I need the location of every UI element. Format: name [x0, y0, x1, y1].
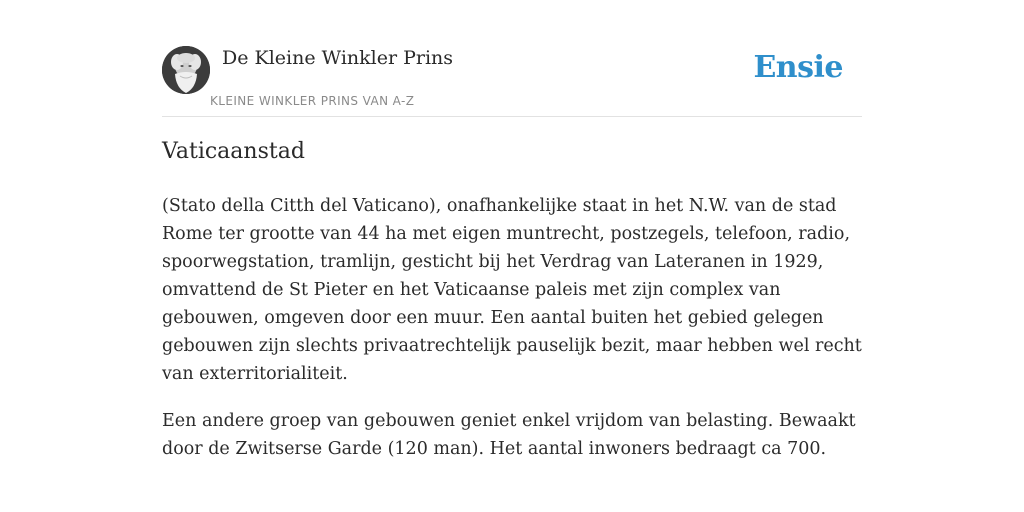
entry-body [162, 192, 862, 482]
book-title[interactable]: De Kleine Winkler Prins [222, 47, 454, 69]
book-avatar[interactable] [162, 46, 210, 94]
ensie-logo[interactable]: Ensie [753, 50, 843, 85]
entry-paragraph: Een andere groep van gebouwen geniet enkel vrijdom van belasting. Bewaakt door de Zwitserse Garde (120 man). Het aantal inwoners bedraagt ca 700. [162, 411, 856, 459]
entry-title: Vaticaanstad [162, 139, 305, 164]
book-subtitle: KLEINE WINKLER PRINS VAN A-Z [210, 94, 415, 108]
portrait-photo-icon [162, 46, 210, 94]
entry-paragraph: (Stato della Citth del Vaticano), onafhankelijke staat in het N.W. van de stad Rome ter grootte van 44 ha met eigen muntrecht, postzegels, telefoon, radio, spoorwegstation, tramlijn, gesticht bij het Verdrag van Lateranen in 1929, omvattend de St Pieter en het Vaticaanse paleis met zijn complex van gebouwen, omgeven door een muur. Een aantal buiten het gebied gelegen gebouwen zijn slechts privaatrechtelijk pauselijk bezit, maar hebben wel recht van exterritorialiteit. [162, 196, 862, 384]
book-header [162, 44, 862, 117]
